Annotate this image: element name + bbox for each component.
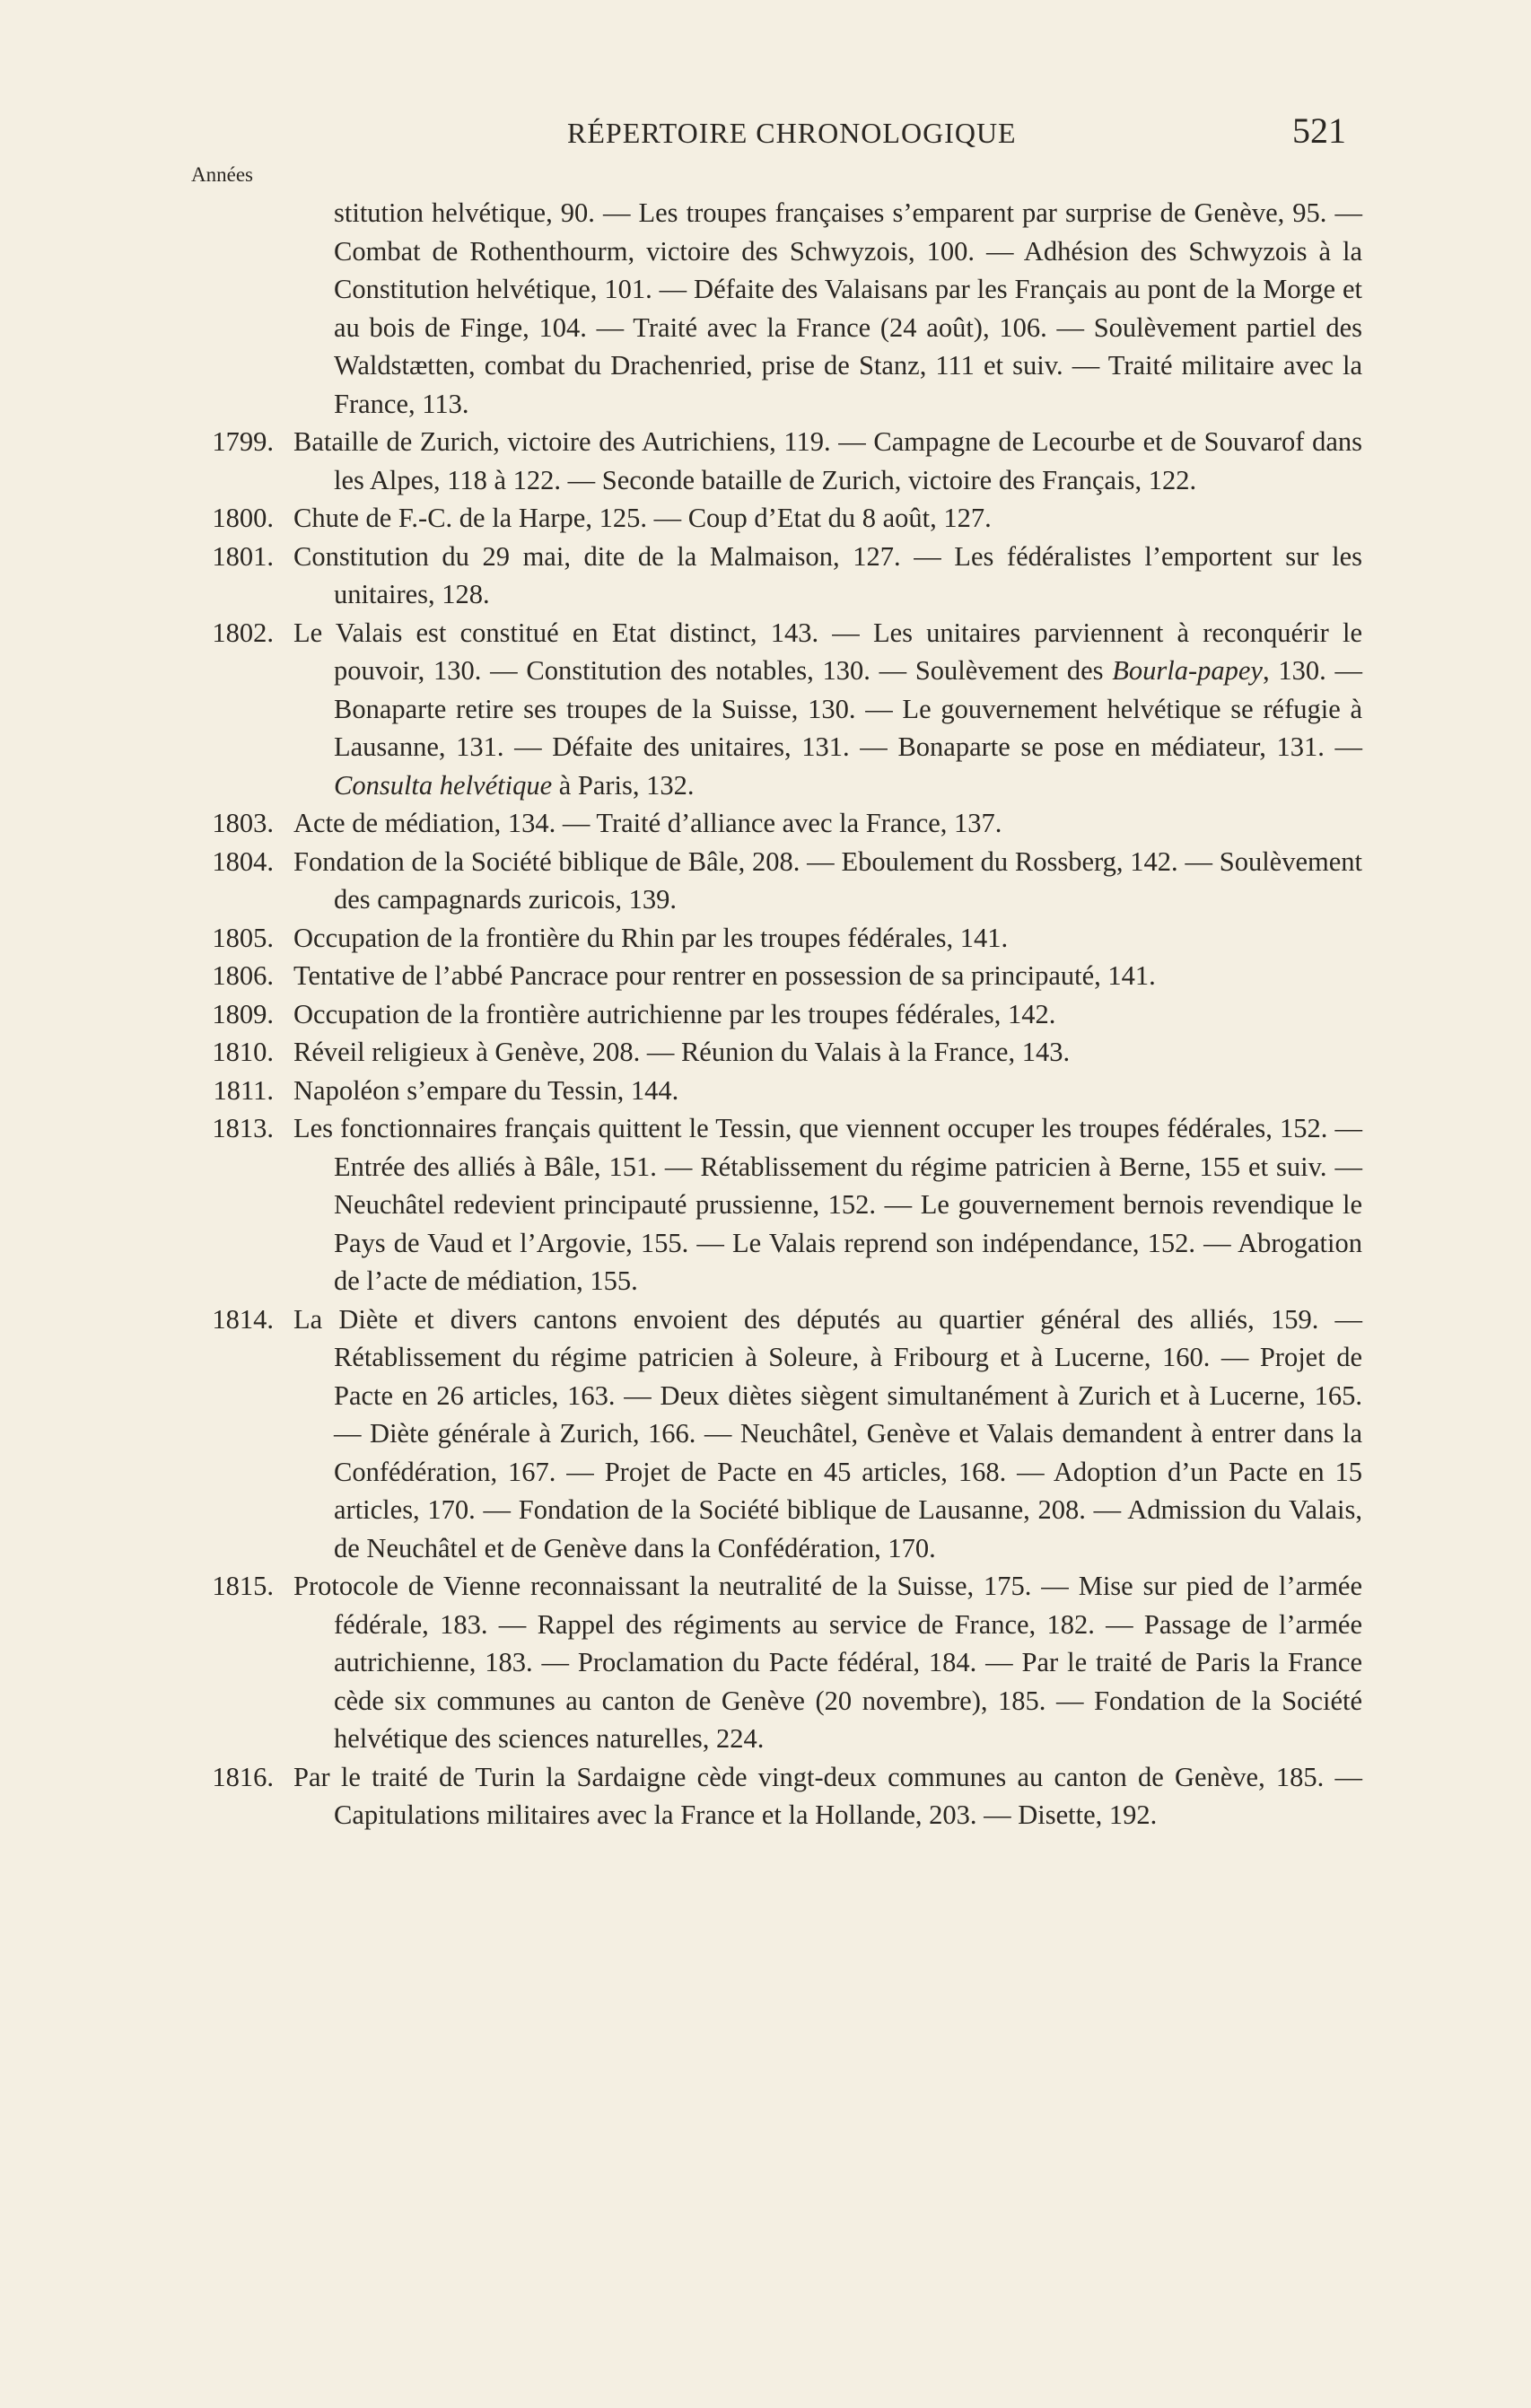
entry-text xyxy=(293,614,1362,805)
entry-1811 xyxy=(191,1072,1362,1110)
entry-text: Chute de F.-C. de la Harpe, 125. — Coup d’Etat du 8 août, 127. xyxy=(293,503,992,533)
entry-year: 1799. xyxy=(212,426,274,457)
entry-1813 xyxy=(191,1109,1362,1300)
entry-1806 xyxy=(191,957,1362,995)
entry-text-part: Le Valais est constitué en Etat distinct, 143. — Les unitaires parviennent à reconquérir le pouvoir, 130. — Constitution des notables, 130. — Soulèvement des xyxy=(293,617,1362,686)
entry-text: La Diète et divers cantons envoient des députés au quartier général des alliés, 159. — Rétablissement du régime patricien à Soleure, à Fribourg et à Lucerne, 160. — Projet de Pacte en 26 articles, 163. — Deux diètes siègent simultanément à Zurich et à Lucerne, 165. — Diète générale à Zurich, 166. — Neuchâtel, Genève et Valais demandent à entrer dans la Confédération, 167. — Projet de Pacte en 45 articles, 168. — Adoption d’un Pacte en 15 articles, 170. — Fondation de la Société biblique de Lausanne, 208. — Admission du Valais, de Neuchâtel et de Genève dans la Confédération, 170. xyxy=(293,1303,1362,1563)
entry-text-italic: Consulta helvétique xyxy=(334,769,553,801)
entry-text: Acte de médiation, 134. — Traité d’alliance avec la France, 137. xyxy=(293,808,1002,838)
entry-year: 1804. xyxy=(212,845,274,877)
entry-text: Napoléon s’empare du Tessin, 144. xyxy=(293,1074,679,1106)
entry-1815 xyxy=(191,1567,1362,1758)
entry-text: Tentative de l’abbé Pancrace pour rentrer en possession de sa principauté, 141. xyxy=(293,960,1156,991)
entry-text: Les fonctionnaires français quittent le Tessin, que viennent occuper les troupes fédérales, 152. — Entrée des alliés à Bâle, 151. — Rétablissement du régime patricien à Berne, 155 et suiv. — Neuchâtel redevient principauté prussienne, 152. — Le gouvernement bernois revendique le Pays de Vaud et l’Argovie, 155. — Le Valais reprend son indépendance, 152. — Abrogation de l’acte de médiation, 155. xyxy=(293,1113,1362,1296)
entry-1809 xyxy=(191,995,1362,1034)
running-title: RÉPERTOIRE CHRONOLOGIQUE xyxy=(567,117,1017,149)
page-header xyxy=(538,110,1346,160)
entry-text: Protocole de Vienne reconnaissant la neutralité de la Suisse, 175. — Mise sur pied de l’armée fédérale, 183. — Rappel des régiments au service de France, 182. — Passage de l’armée autrichienne, 183. — Proclamation du Pacte fédéral, 184. — Par le traité de Paris la France cède six communes au canton de Genève (20 novembre), 185. — Fondation de la Société helvétique des sciences naturelles, 224. xyxy=(293,1571,1362,1754)
entry-year: 1816. xyxy=(212,1761,274,1792)
entry-text-part: à Paris, 132. xyxy=(552,769,695,801)
entry-year: 1815. xyxy=(212,1571,274,1601)
entry-year: 1811. xyxy=(213,1074,274,1106)
entry-year: 1813. xyxy=(212,1113,274,1143)
entry-1810 xyxy=(191,1033,1362,1072)
entry-text: Par le traité de Turin la Sardaigne cède vingt-deux communes au canton de Genève, 185. — Capitulations militaires avec la France et la Hollande, 203. — Disette, 192. xyxy=(293,1761,1362,1830)
entry-year: 1809. xyxy=(212,998,274,1029)
entry-text: Occupation de la frontière autrichienne par les troupes fédérales, 142. xyxy=(293,998,1056,1029)
entry-text: Occupation de la frontière du Rhin par les troupes fédérales, 141. xyxy=(293,922,1009,953)
continuation-entry xyxy=(191,194,1362,423)
entry-year: 1810. xyxy=(212,1037,274,1067)
entry-1805 xyxy=(191,919,1362,958)
entry-year: 1803. xyxy=(212,808,274,838)
entry-1803 xyxy=(191,804,1362,843)
entry-1814 xyxy=(191,1300,1362,1568)
entry-text-italic: Bourla-papey xyxy=(1112,655,1263,686)
entry-year: 1814. xyxy=(212,1303,274,1335)
entry-year: 1800. xyxy=(212,503,274,533)
entry-1801 xyxy=(191,538,1362,614)
entry-1799 xyxy=(191,423,1362,499)
chronology-text xyxy=(191,194,1362,1834)
entry-text: Bataille de Zurich, victoire des Autrichiens, 119. — Campagne de Lecourbe et de Souvarof dans les Alpes, 118 à 122. — Seconde bataille de Zurich, victoire des Français, 122. xyxy=(293,426,1362,495)
entry-text: Constitution du 29 mai, dite de la Malmaison, 127. — Les fédéralistes l’emportent sur les unitaires, 128. xyxy=(293,540,1362,609)
entry-1800 xyxy=(191,499,1362,538)
entry-1802 xyxy=(191,614,1362,805)
entry-text: Réveil religieux à Genève, 208. — Réunion du Valais à la France, 143. xyxy=(293,1037,1071,1067)
entry-text: Fondation de la Société biblique de Bâle, 208. — Eboulement du Rossberg, 142. — Soulèvement des campagnards zuricois, 139. xyxy=(293,845,1362,915)
years-column-label: Années xyxy=(191,163,253,186)
entry-text-part: , 130. — Bonaparte retire ses troupes de la Suisse, 130. — Le gouvernement helvétique se réfugie à Lausanne, 131. — Défaite des unitaires, 131. — Bonaparte se pose en médiateur, 131. — xyxy=(334,655,1362,762)
entry-1816 xyxy=(191,1758,1362,1834)
entry-year: 1806. xyxy=(212,960,274,991)
entry-year: 1801. xyxy=(212,540,274,572)
entry-year: 1805. xyxy=(212,922,274,953)
continuation-text: stitution helvétique, 90. — Les troupes françaises s’emparent par surprise de Genève, 95. — Combat de Rothenthourm, victoire des Schwyzois, 100. — Adhésion des Schwyzois à la Constitution helvétique, 101. — Défaite des Valaisans par les Français au pont de la Morge et au bois de Finge, 104. — Traité avec la France (24 août), 106. — Soulèvement partiel des Waldstætten, combat du Drachenried, prise de Stanz, 111 et suiv. — Traité militaire avec la France, 113. xyxy=(334,197,1362,419)
page-number: 521 xyxy=(1292,110,1346,151)
entry-1804 xyxy=(191,843,1362,919)
entry-year: 1802. xyxy=(212,617,274,648)
